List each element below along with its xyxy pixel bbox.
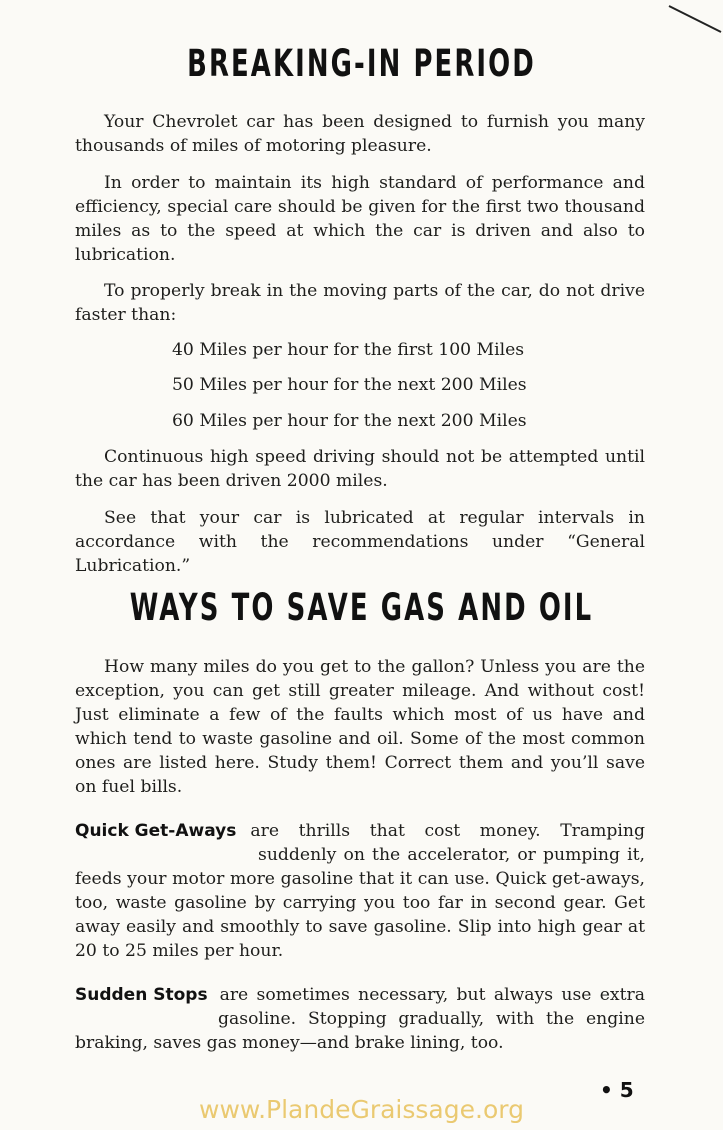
paragraph-break-in: To properly break in the moving parts of the car, do not drive faster than: <box>75 281 645 325</box>
paragraph-maintenance: In order to maintain its high standard of performance and efficiency, special care should be given for the first two thousand miles as to the speed at which the car is driven and also to lubrication. <box>75 173 645 265</box>
speed-limit-line: 40 Miles per hour for the first 100 Miles <box>172 340 525 360</box>
tip-first-line <box>75 983 645 1007</box>
tip-first-text: are thrills that cost money. Tramping <box>250 821 645 841</box>
tip-second-text: suddenly on the accelerator, or pumping it, <box>258 845 645 865</box>
paragraph-intro: Your Chevrolet car has been designed to furnish you many thousands of miles of motoring pleasure. <box>75 112 645 156</box>
tip-body-text: feeds your motor more gasoline that it can use. Quick get-aways, too, waste gasoline by carrying you too far in second gear. Get away easily and smoothly to save gasoline. Slip into high gear at 20 to 25 miles per hour. <box>75 869 645 961</box>
page-number: • 5 <box>600 1078 634 1102</box>
paragraph-lubrication: See that your car is lubricated at regular intervals in accordance with the recommendations under “General Lubrication.” <box>75 508 645 576</box>
tip-heading: Quick Get-Aways <box>75 821 237 841</box>
paragraph-mileage-intro: How many miles do you get to the gallon? Unless you are the exception, you can get still greater mileage. And without cost! Just eliminate a few of the faults which most of us have and which tend to waste gasoline and oil. Some of the most common ones are listed here. Study them! Correct them and you’ll save on fuel bills. <box>75 657 645 797</box>
corner-scan-mark <box>663 0 723 60</box>
tip-first-line <box>75 819 645 843</box>
speed-limit-line: 60 Miles per hour for the next 200 Miles <box>172 411 527 431</box>
speed-limit-line: 50 Miles per hour for the next 200 Miles <box>172 375 527 395</box>
section-title-breaking-in: BREAKING-IN PERIOD <box>187 42 536 85</box>
tip-body-text: braking, saves gas money—and brake lining, too. <box>75 1033 504 1053</box>
section-title-save-gas: WAYS TO SAVE GAS AND OIL <box>129 586 594 629</box>
tip-sudden-stops <box>75 983 645 1055</box>
tip-quick-getaways <box>75 819 645 963</box>
tip-second-text: gasoline. Stopping gradually, with the engine <box>218 1009 645 1029</box>
tip-heading: Sudden Stops <box>75 985 208 1005</box>
tip-first-text: are sometimes necessary, but always use extra <box>219 985 645 1005</box>
paragraph-high-speed: Continuous high speed driving should not be attempted until the car has been driven 2000 miles. <box>75 447 645 491</box>
watermark-text: www.PlandeGraissage.org <box>199 1095 524 1124</box>
